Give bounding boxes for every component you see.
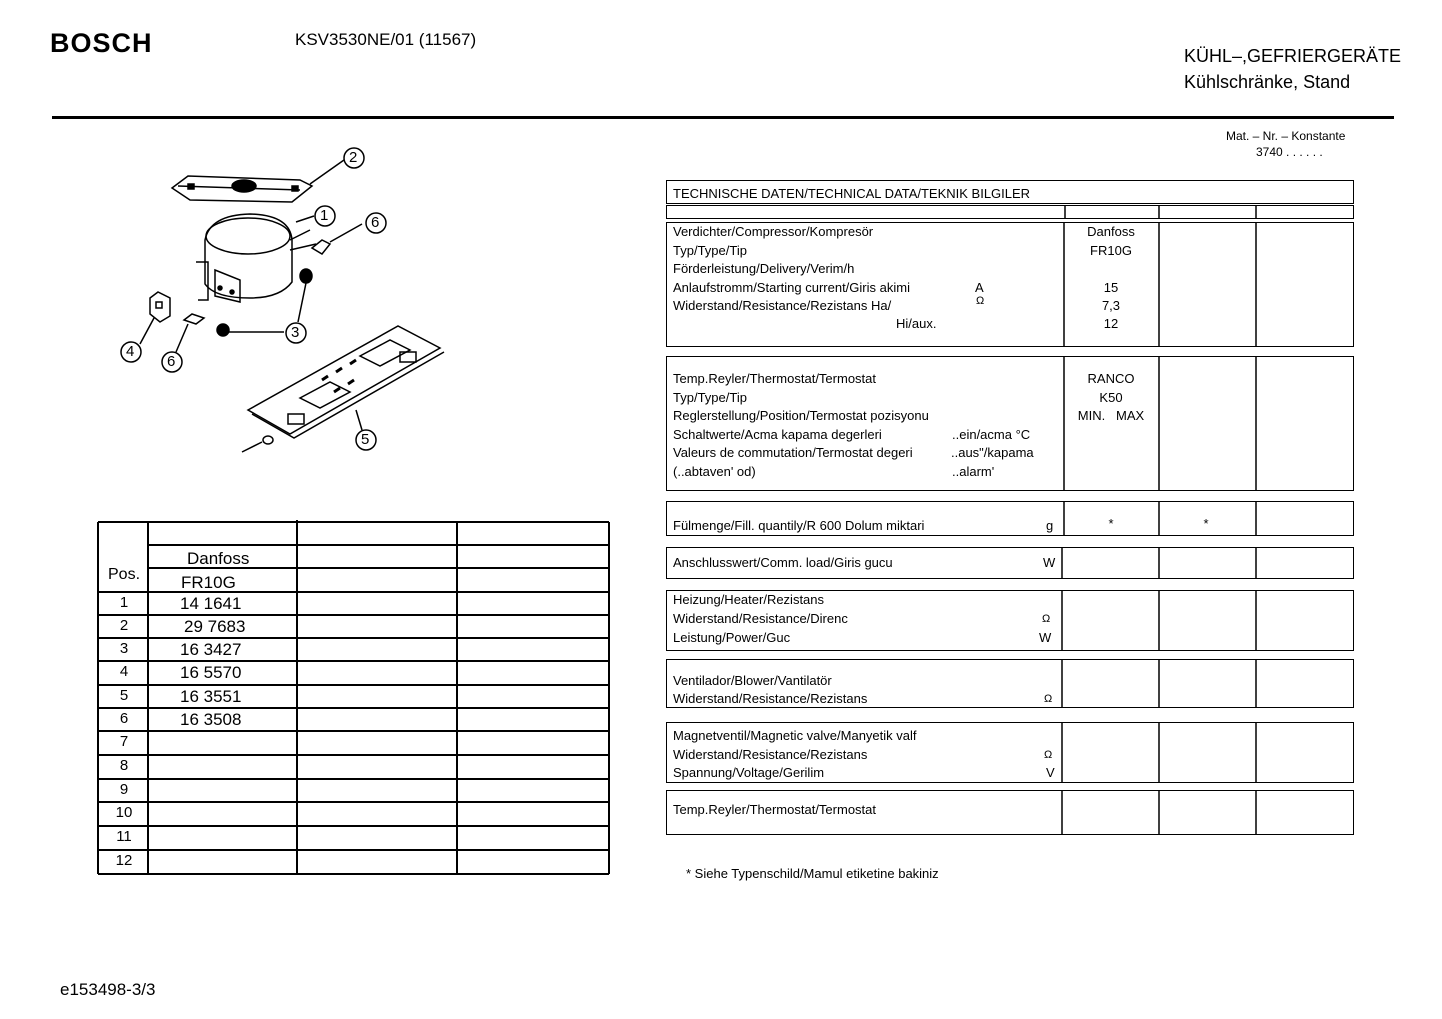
callout-4: 4 — [126, 343, 135, 360]
compressor-current-unit: A — [975, 280, 984, 295]
callout-2: 2 — [349, 149, 358, 166]
fill-label: Fülmenge/Fill. quantily/R 600 Dolum miktari — [673, 518, 925, 533]
mat-label: Mat. – Nr. – Konstante — [1226, 129, 1346, 143]
callout-6b: 6 — [167, 353, 176, 370]
thermostat-switch-label: Schaltwerte/Acma kapama degerleri — [673, 427, 882, 442]
parts-row-pos: 5 — [119, 687, 129, 704]
thermostat-label: Temp.Reyler/Thermostat/Termostat — [673, 371, 877, 386]
valve-resistance-label: Widerstand/Resistance/Rezistans — [673, 747, 868, 762]
valve-resistance-unit: Ω — [1044, 749, 1053, 761]
valve-label: Magnetventil/Magnetic valve/Manyetik valf — [673, 728, 917, 743]
valve-voltage-label: Spannung/Voltage/Gerilim — [673, 765, 825, 780]
load-label: Anschlusswert/Comm. load/Giris gucu — [673, 555, 893, 570]
thermostat-type-label: Typ/Type/Tip — [673, 390, 747, 405]
compressor-label: Verdichter/Compressor/Kompresör — [673, 224, 874, 239]
thermostat-switch-off: ..aus"/kapama — [951, 445, 1034, 460]
thermostat-alarm: ..alarm' — [952, 464, 995, 479]
thermostat-values-label: Valeurs de commutation/Termostat degeri — [673, 445, 913, 460]
parts-row-number: 16 5570 — [180, 663, 242, 682]
compressor-resistance-label: Widerstand/Resistance/Rezistans Ha/ — [673, 298, 892, 313]
thermostat-brand-value: RANCO — [1087, 371, 1135, 386]
heater-label: Heizung/Heater/Rezistans — [673, 592, 825, 607]
parts-row-pos: 6 — [119, 710, 129, 727]
compressor-aux-value: 12 — [1103, 316, 1119, 331]
thermostat-position-value: MIN. MAX — [1077, 408, 1145, 423]
parts-row-number: 16 3508 — [180, 710, 242, 729]
parts-row-pos: 9 — [119, 781, 129, 798]
thermostat-switch-on: ..ein/acma °C — [952, 427, 1031, 442]
heater-resistance-unit: Ω — [1042, 613, 1051, 625]
parts-row-number: 29 7683 — [184, 617, 246, 636]
fill-value-1: * — [1108, 516, 1114, 531]
parts-header-type: FR10G — [181, 573, 236, 592]
parts-row-number: 14 1641 — [180, 594, 242, 613]
callout-3: 3 — [291, 324, 300, 341]
brand-logo: BOSCH — [50, 28, 153, 58]
compressor-delivery-label: Förderleistung/Delivery/Verim/h — [673, 261, 855, 276]
compressor-resistance-unit: Ω — [976, 295, 985, 307]
parts-row-number: 16 3551 — [180, 687, 242, 706]
parts-row-pos: 1 — [119, 594, 129, 611]
parts-row-pos: 4 — [119, 663, 129, 680]
parts-row-number: 16 3427 — [180, 640, 242, 659]
heater-resistance-label: Widerstand/Resistance/Direnc — [673, 611, 848, 626]
parts-row-pos: 3 — [119, 640, 129, 657]
heater-power-label: Leistung/Power/Guc — [673, 630, 791, 645]
compressor-resistance-value: 7,3 — [1101, 298, 1121, 313]
valve-voltage-unit: V — [1046, 765, 1055, 780]
compressor-brand-value: Danfoss — [1087, 224, 1135, 239]
compressor-type-label: Typ/Type/Tip — [673, 243, 747, 258]
category-subtitle: Kühlschränke, Stand — [1184, 72, 1351, 92]
compressor-type-value: FR10G — [1090, 243, 1132, 258]
fill-unit: g — [1046, 518, 1054, 533]
load-unit: W — [1043, 555, 1056, 570]
tech-title: TECHNISCHE DATEN/TECHNICAL DATA/TEKNIK BILGILER — [673, 186, 1031, 201]
callout-5: 5 — [361, 431, 370, 448]
thermostat-type-value: K50 — [1099, 390, 1123, 405]
parts-row-pos: 2 — [119, 617, 129, 634]
compressor-current-value: 15 — [1103, 280, 1119, 295]
compressor-current-label: Anlaufstromm/Starting current/Giris akimi — [673, 280, 910, 295]
thermostat2-label: Temp.Reyler/Thermostat/Termostat — [673, 802, 877, 817]
blower-label: Ventilador/Blower/Vantilatör — [673, 673, 832, 688]
parts-pos-label: Pos. — [108, 566, 141, 583]
thermostat-defrost-label: (..abtaven' od) — [673, 464, 756, 479]
parts-row-pos: 10 — [115, 804, 133, 821]
mat-value: 3740 . . . . . . — [1256, 145, 1323, 159]
blower-resistance-label: Widerstand/Resistance/Rezistans — [673, 691, 868, 706]
callout-1: 1 — [320, 207, 329, 224]
compressor-aux-label: Hi/aux. — [896, 316, 937, 331]
parts-row-pos: 12 — [115, 852, 133, 869]
blower-resistance-unit: Ω — [1044, 693, 1053, 705]
footer-code: e153498-3/3 — [60, 980, 156, 999]
heater-power-unit: W — [1039, 630, 1052, 645]
parts-row-pos: 8 — [119, 757, 129, 774]
category-title: KÜHL–,GEFRIERGERÄTE — [1184, 46, 1402, 66]
model-number: KSV3530NE/01 (11567) — [295, 30, 477, 49]
parts-row-pos: 7 — [119, 733, 129, 750]
thermostat-position-label: Reglerstellung/Position/Termostat pozisyonu — [673, 408, 929, 423]
footnote: * Siehe Typenschild/Mamul etiketine bakiniz — [686, 866, 939, 881]
parts-header-brand: Danfoss — [187, 549, 250, 568]
callout-6a: 6 — [371, 214, 380, 231]
fill-value-2: * — [1203, 516, 1209, 531]
parts-row-pos: 11 — [116, 828, 132, 845]
